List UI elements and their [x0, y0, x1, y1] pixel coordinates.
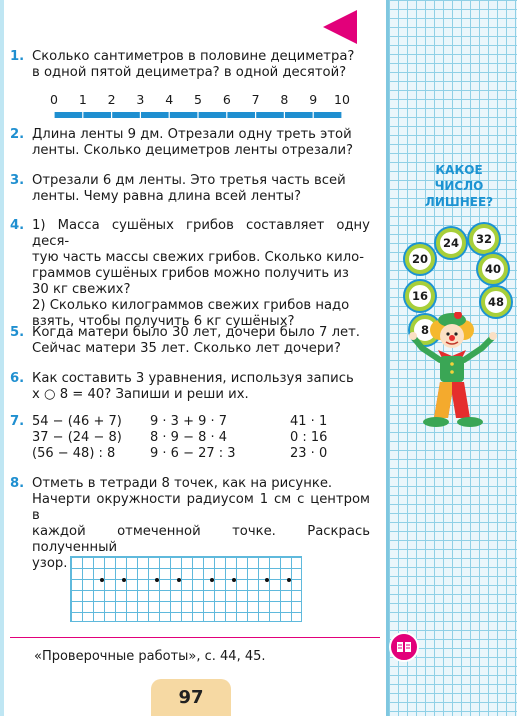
marked-point — [287, 578, 291, 582]
expression-column — [32, 414, 122, 462]
task-number: 3. — [10, 173, 25, 188]
task-text-line: Отрезали 6 дм ленты. Это третья часть всей — [32, 173, 346, 188]
task-number: 2. — [10, 127, 25, 142]
number-ball: 16 — [405, 281, 435, 311]
task-number: 7. — [10, 414, 25, 429]
number-line-label: 9 — [309, 92, 318, 107]
task-text-line: 1) Масса сушёных грибов составляет одну деся- — [32, 218, 370, 249]
expression: 41 · 1 — [290, 414, 328, 429]
sidebar-title-line: ЛИШНЕЕ? — [424, 195, 494, 209]
task-text-line: x ○ 8 = 40? Запиши и реши их. — [32, 387, 249, 402]
task-number: 1. — [10, 49, 25, 64]
number-ball: 40 — [478, 254, 508, 284]
task-text-line: узор. — [32, 556, 68, 571]
marked-point — [210, 578, 214, 582]
number-line-label: 5 — [194, 92, 202, 107]
number-line-labels — [40, 92, 360, 106]
task-text-line: 2) Сколько килограммов свежих грибов надо — [32, 298, 350, 313]
number-line-label: 7 — [251, 92, 260, 107]
task-text-line: тую часть массы свежих грибов. Сколько кило- — [32, 250, 364, 265]
expression-column — [290, 414, 327, 462]
task-text-line: Когда матери было 30 лет, дочери было 7 лет. — [32, 325, 360, 340]
task-text-line: Сколько сантиметров в половине дециметра? — [32, 49, 355, 64]
marked-point — [122, 578, 126, 582]
marked-point — [232, 578, 236, 582]
task-text-line: Как составить 3 уравнения, используя запись — [32, 371, 354, 386]
marked-point — [155, 578, 159, 582]
number-ball: 32 — [469, 224, 499, 254]
corner-flag-icon — [323, 10, 357, 44]
number-ball: 8 — [410, 315, 440, 345]
marked-point — [177, 578, 181, 582]
number-line — [40, 92, 360, 122]
notebook-grid — [70, 556, 302, 622]
task-5 — [10, 325, 370, 357]
expression: 8 · 9 − 8 · 4 — [150, 430, 228, 445]
number-line-label: 10 — [334, 92, 350, 107]
task-1 — [10, 49, 370, 81]
expression: 9 · 3 + 9 · 7 — [150, 414, 228, 429]
task-number: 5. — [10, 325, 25, 340]
task-text-line: взять, чтобы получить 6 кг сушёных? — [32, 314, 295, 329]
book-icon — [389, 632, 419, 662]
sidebar-title-line: ЧИСЛО — [434, 179, 484, 193]
page-number: 97 — [151, 679, 231, 716]
marked-point — [100, 578, 104, 582]
footer-divider — [10, 637, 380, 638]
number-ball: 20 — [405, 244, 435, 274]
task-4 — [10, 218, 370, 330]
number-line-label: 8 — [280, 92, 289, 107]
left-edge-strip — [0, 0, 4, 716]
task-6 — [10, 371, 370, 403]
sidebar-title-line: КАКОЕ — [435, 163, 483, 177]
task-text-line: ленты. Чему равна длина всей ленты? — [32, 189, 302, 204]
task-number: 8. — [10, 476, 25, 491]
number-line-label: 1 — [78, 92, 87, 107]
task-text-line: в одной пятой дециметра? в одной десятой? — [32, 65, 347, 80]
task-text-line: Длина ленты 9 дм. Отрезали одну треть этой — [32, 127, 352, 142]
sidebar-title — [414, 162, 504, 210]
task-text-line: граммов сушёных грибов можно получить из — [32, 266, 349, 281]
clown-juggler-illustration — [400, 312, 505, 437]
task-text-line: 30 кг свежих? — [32, 282, 131, 297]
expression: 23 · 0 — [290, 446, 328, 461]
task-3 — [10, 173, 370, 205]
task-text-line: каждой отмеченной точке. Раскрась полученный — [32, 524, 370, 555]
number-ball: 48 — [481, 287, 511, 317]
expression: 9 · 6 − 27 : 3 — [150, 446, 236, 461]
workbook-reference: «Проверочные работы», с. 44, 45. — [34, 649, 266, 664]
number-line-ruler — [54, 110, 342, 120]
task-text-line: Начерти окружности радиусом 1 см с центром в — [32, 492, 370, 523]
number-ball: 24 — [436, 228, 466, 258]
number-line-label: 3 — [136, 92, 145, 107]
marked-point — [265, 578, 269, 582]
task-text-line: Сейчас матери 35 лет. Сколько лет дочери? — [32, 341, 341, 356]
expression: 54 − (46 + 7) — [32, 414, 122, 429]
number-line-label: 0 — [50, 92, 58, 107]
number-line-label: 2 — [107, 92, 116, 107]
expression-column — [150, 414, 236, 462]
task-2 — [10, 127, 370, 159]
task-number: 6. — [10, 371, 25, 386]
expression: (56 − 48) : 8 — [32, 446, 116, 461]
task-text-line: ленты. Сколько дециметров ленты отрезали? — [32, 143, 354, 158]
number-line-label: 4 — [165, 92, 174, 107]
task-number: 4. — [10, 218, 25, 233]
number-line-label: 6 — [222, 92, 231, 107]
expression: 0 : 16 — [290, 430, 328, 445]
task-text-line: Отметь в тетради 8 точек, как на рисунке. — [32, 476, 333, 491]
expression: 37 − (24 − 8) — [32, 430, 122, 445]
